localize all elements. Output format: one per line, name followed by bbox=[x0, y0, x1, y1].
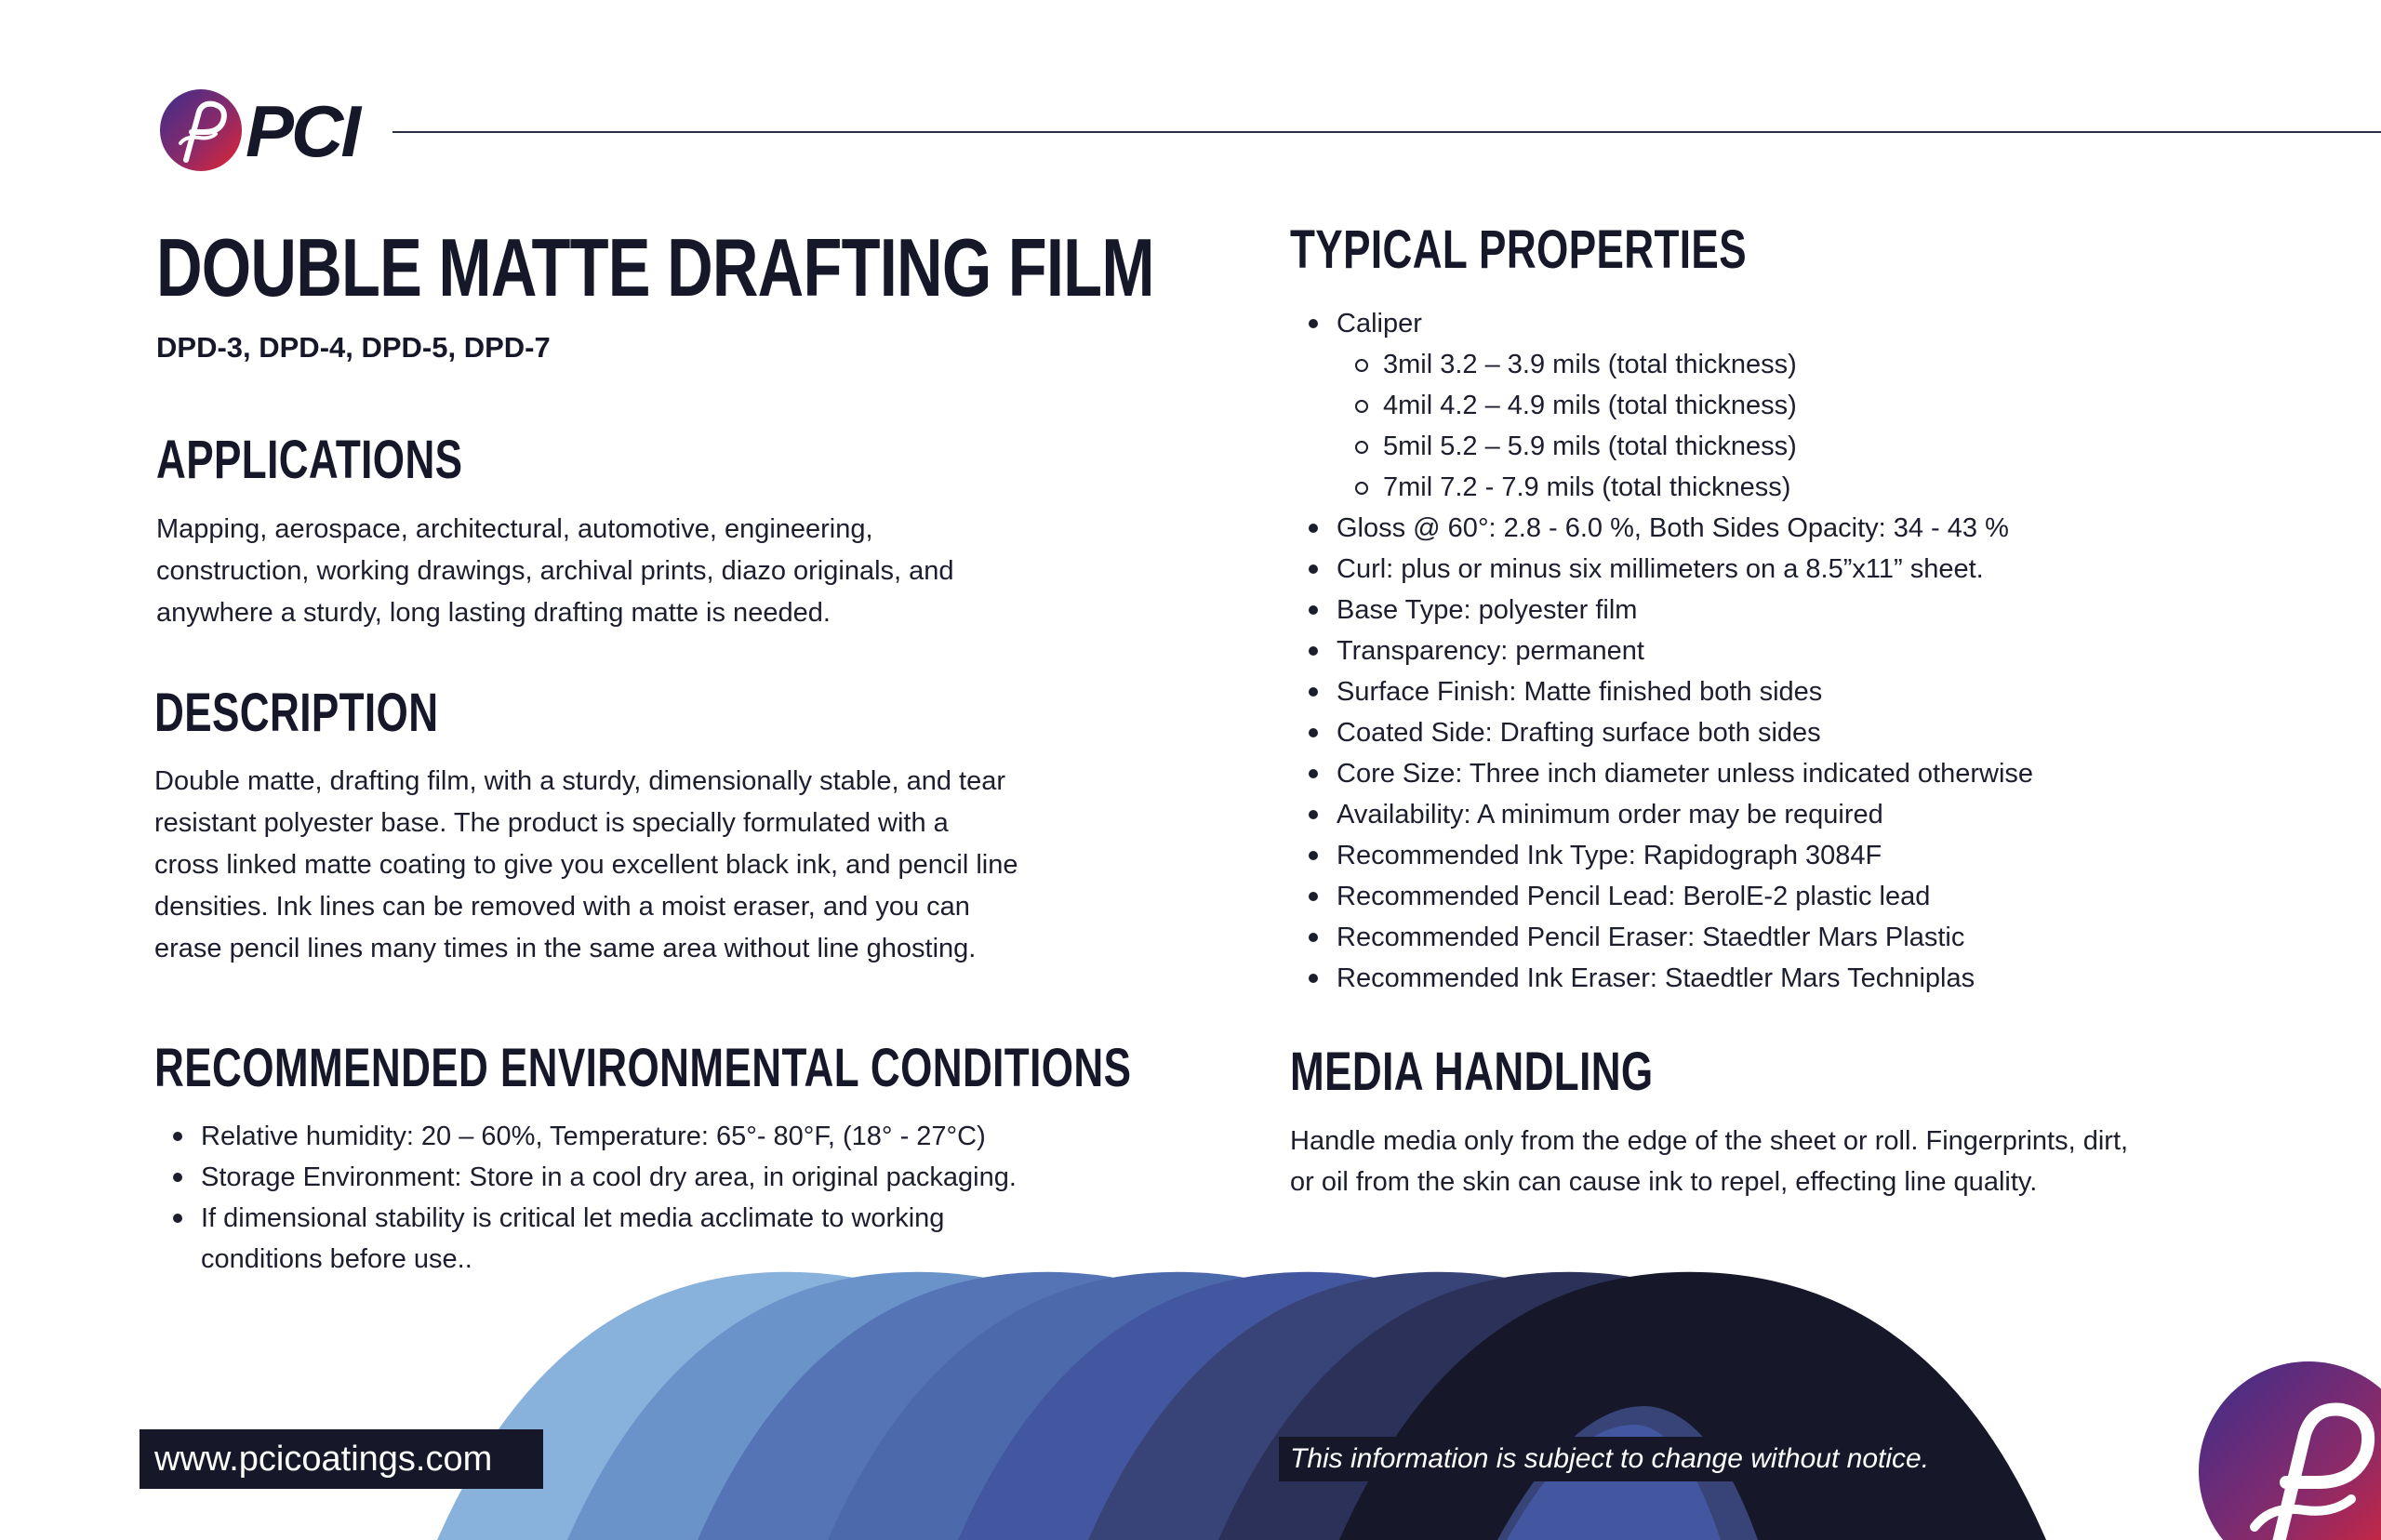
product-models: DPD-3, DPD-4, DPD-5, DPD-7 bbox=[156, 331, 551, 364]
website-link[interactable]: www.pcicoatings.com bbox=[140, 1429, 543, 1489]
media-handling-text bbox=[1290, 1121, 2239, 1202]
list-item: 5mil 5.2 – 5.9 mils (total thickness) bbox=[1337, 426, 2313, 467]
applications-line: anywhere a sturdy, long lasting drafting matte is needed. bbox=[156, 598, 831, 628]
list-item: Availability: A minimum order may be required bbox=[1290, 794, 2313, 835]
properties-heading: TYPICAL PROPERTIES bbox=[1290, 219, 1747, 280]
disclaimer-notice: This information is subject to change without notice. bbox=[1279, 1437, 1963, 1481]
media-handling-line: Handle media only from the edge of the sheet or roll. Fingerprints, dirt, bbox=[1290, 1126, 2129, 1156]
list-item: Recommended Pencil Eraser: Staedtler Mars Plastic bbox=[1290, 917, 2313, 958]
list-item: Core Size: Three inch diameter unless indicated otherwise bbox=[1290, 753, 2313, 794]
list-item: Relative humidity: 20 – 60%, Temperature: 65°- 80°F, (18° - 27°C) bbox=[154, 1116, 1094, 1157]
list-item-caliper bbox=[1290, 303, 2313, 508]
list-item: If dimensional stability is critical let media acclimate to working conditions before use.. bbox=[154, 1198, 1066, 1280]
list-item: Recommended Ink Eraser: Staedtler Mars Techniplas bbox=[1290, 958, 2313, 999]
list-item: 7mil 7.2 - 7.9 mils (total thickness) bbox=[1337, 467, 2313, 508]
list-item: Recommended Pencil Lead: BerolE-2 plastic lead bbox=[1290, 876, 2313, 917]
applications-line: Mapping, aerospace, architectural, automotive, engineering, bbox=[156, 514, 873, 544]
list-item: Coated Side: Drafting surface both sides bbox=[1290, 712, 2313, 753]
description-line: erase pencil lines many times in the same area without line ghosting. bbox=[154, 934, 977, 963]
list-item: 4mil 4.2 – 4.9 mils (total thickness) bbox=[1337, 385, 2313, 426]
list-item: Surface Finish: Matte finished both sides bbox=[1290, 671, 2313, 712]
description-text bbox=[154, 761, 1103, 970]
pci-swirl-icon bbox=[158, 87, 244, 173]
list-item: Recommended Ink Type: Rapidograph 3084F bbox=[1290, 835, 2313, 876]
environment-heading: RECOMMENDED ENVIRONMENTAL CONDITIONS bbox=[154, 1038, 1132, 1098]
description-line: cross linked matte coating to give you excellent black ink, and pencil line bbox=[154, 850, 1018, 880]
applications-line: construction, working drawings, archival prints, diazo originals, and bbox=[156, 556, 954, 586]
header-divider bbox=[392, 131, 2381, 133]
pci-logo bbox=[158, 87, 381, 175]
list-item: Curl: plus or minus six millimeters on a 8.5”x11” sheet. bbox=[1290, 549, 2313, 590]
caliper-label: Caliper bbox=[1337, 309, 1422, 339]
applications-heading: APPLICATIONS bbox=[156, 430, 463, 490]
list-item: Base Type: polyester film bbox=[1290, 590, 2313, 631]
media-handling-heading: MEDIA HANDLING bbox=[1290, 1042, 1654, 1102]
properties-list bbox=[1290, 303, 2313, 999]
list-item: Gloss @ 60°: 2.8 - 6.0 %, Both Sides Opacity: 34 - 43 % bbox=[1290, 508, 2313, 549]
applications-text bbox=[156, 509, 1086, 634]
list-item: Storage Environment: Store in a cool dry area, in original packaging. bbox=[154, 1157, 1094, 1198]
description-line: densities. Ink lines can be removed with a moist eraser, and you can bbox=[154, 892, 970, 922]
pci-swirl-icon bbox=[2197, 1360, 2381, 1540]
description-line: resistant polyester base. The product is specially formulated with a bbox=[154, 808, 949, 838]
product-title: DOUBLE MATTE DRAFTING FILM bbox=[156, 221, 1154, 313]
description-heading: DESCRIPTION bbox=[154, 683, 439, 743]
list-item: Transparency: permanent bbox=[1290, 631, 2313, 671]
caliper-sublist bbox=[1337, 344, 2313, 508]
logo-wordmark: PCI bbox=[246, 90, 359, 172]
description-line: Double matte, drafting film, with a sturdy, dimensionally stable, and tear bbox=[154, 766, 1006, 796]
decorative-arc-band bbox=[0, 1228, 2381, 1540]
list-item: 3mil 3.2 – 3.9 mils (total thickness) bbox=[1337, 344, 2313, 385]
media-handling-line: or oil from the skin can cause ink to repel, effecting line quality. bbox=[1290, 1167, 2038, 1197]
